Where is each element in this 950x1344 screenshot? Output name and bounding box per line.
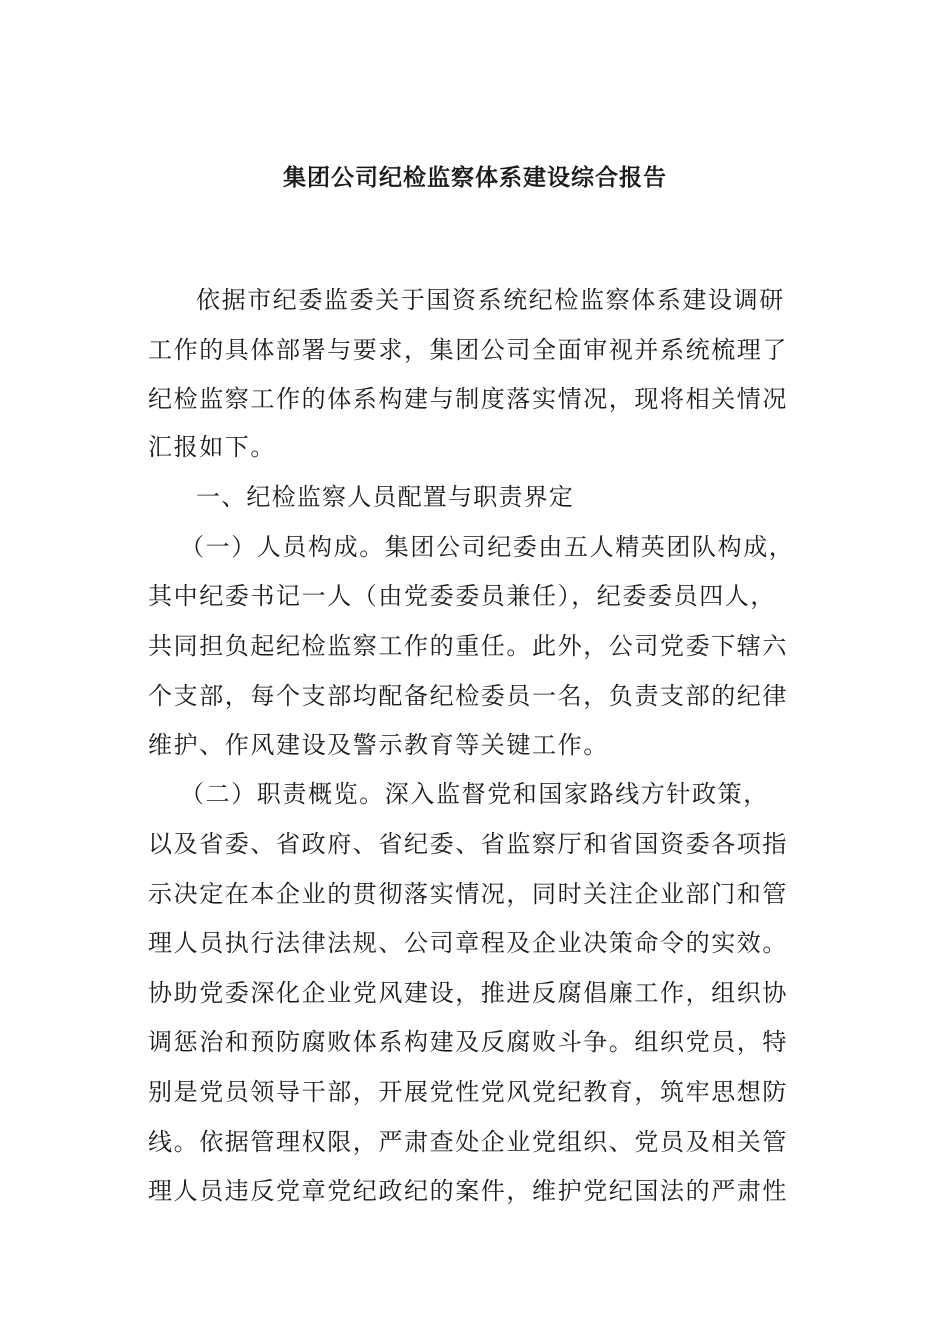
subsection-line: （一）人员构成。集团公司纪委由五人精英团队构成， (180, 533, 795, 561)
subsection-line: 别是党员领导干部，开展党性党风党纪教育，筑牢思想防 (148, 1078, 788, 1106)
subsection-line: 理人员违反党章党纪政纪的案件，维护党纪国法的严肃性 (148, 1177, 788, 1205)
subsection-line: 协助党委深化企业党风建设，推进反腐倡廉工作，组织协 (148, 979, 788, 1007)
subsection-line: 维护、作风建设及警示教育等关键工作。 (148, 731, 609, 759)
subsection-line: 以及省委、省政府、省纪委、省监察厅和省国资委各项指 (148, 830, 788, 858)
intro-line: 依据市纪委监委关于国资系统纪检监察体系建设调研 (196, 286, 785, 314)
document-title: 集团公司纪检监察体系建设综合报告 (283, 164, 667, 191)
subsection-line: 理人员执行法律法规、公司章程及企业决策命令的实效。 (148, 929, 788, 957)
subsection-line: 个支部，每个支部均配备纪检委员一名，负责支部的纪律 (148, 682, 788, 710)
section-heading: 一、纪检监察人员配置与职责界定 (196, 483, 574, 511)
intro-line: 汇报如下。 (148, 433, 276, 461)
subsection-line: 调惩治和预防腐败体系构建及反腐败斗争。组织党员，特 (148, 1028, 788, 1056)
subsection-line: 其中纪委书记一人（由党委委员兼任），纪委委员四人， (148, 582, 776, 610)
subsection-line: 线。依据管理权限，严肃查处企业党组织、党员及相关管 (148, 1128, 788, 1156)
intro-line: 工作的具体部署与要求，集团公司全面审视并系统梳理了 (148, 336, 788, 364)
intro-line: 纪检监察工作的体系构建与制度落实情况，现将相关情况 (148, 385, 788, 413)
subsection-line: 共同担负起纪检监察工作的重任。此外，公司党委下辖六 (148, 632, 788, 660)
subsection-line: 示决定在本企业的贯彻落实情况，同时关注企业部门和管 (148, 880, 788, 908)
subsection-line: （二）职责概览。深入监督党和国家路线方针政策， (180, 780, 769, 808)
